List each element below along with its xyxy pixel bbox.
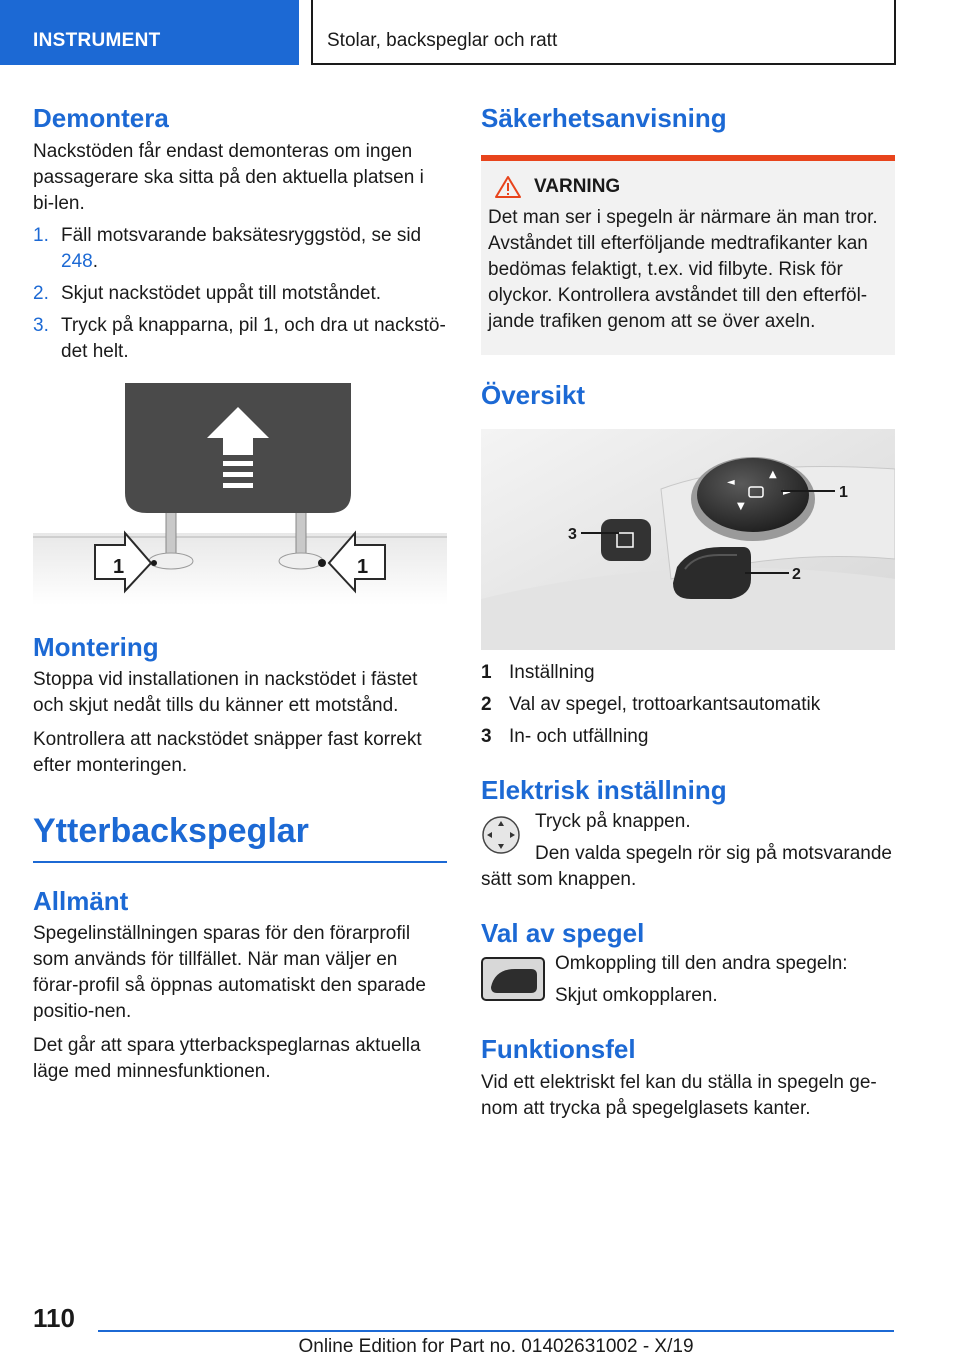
direction-pad-icon: [481, 815, 521, 855]
mirror-switch-icon: [481, 957, 545, 1001]
heading-sakerhetsanvisning: Säkerhetsanvisning: [481, 103, 727, 133]
step-number: 1.: [33, 224, 49, 246]
heading-funktionsfel: Funktionsfel: [481, 1034, 636, 1065]
chapter-tab: [311, 0, 896, 65]
step-number: 2.: [33, 282, 49, 304]
figure-label: 1: [113, 555, 125, 578]
mirror-controls-illustration: [481, 429, 895, 650]
svg-text:►: ►: [783, 487, 791, 499]
step-text: Fäll motsvarande baksätesryggstöd, se sid: [61, 224, 422, 246]
headrest-illustration: [33, 383, 447, 605]
footer-rule: [98, 1330, 894, 1332]
heading-allmant: Allmänt: [33, 885, 129, 916]
funktionsfel-p1: Vid ett elektriskt fel kan du ställa in spegeln ge-nom att trycka på spegelglasets kanter.: [481, 1071, 877, 1119]
legend-key: 3: [481, 726, 492, 748]
figure-label: 1: [357, 555, 369, 578]
montering-p1: Stoppa vid installationen in nackstödet i fästet och skjut nedåt tills du känner ett motstånd.: [33, 669, 418, 717]
step-text: Tryck på knapparna, pil 1, och dra ut nackstö-det helt.: [61, 314, 446, 362]
left-column: [33, 100, 447, 1085]
step-item: [33, 281, 447, 307]
right-column: [481, 100, 895, 1122]
heading-ytterbackspeglar: Ytterbackspeglar: [33, 812, 309, 851]
svg-text:▼: ▼: [737, 501, 745, 513]
val-p1: Omkoppling till den andra spegeln:: [555, 953, 848, 975]
warning-box: [481, 155, 895, 355]
step-text-end: .: [92, 250, 98, 272]
step-number: 3.: [33, 314, 49, 336]
page-link[interactable]: 248: [61, 250, 93, 272]
warning-triangle-icon: [490, 175, 526, 199]
demontera-steps: [33, 223, 447, 365]
section-title: INSTRUMENT: [33, 30, 161, 51]
svg-text:◄: ◄: [727, 477, 735, 489]
mirror-controls-figure: [481, 429, 895, 650]
legend-key: 1: [481, 662, 492, 684]
montering-p2: Kontrollera att nackstödet snäpper fast korrekt efter monteringen.: [33, 729, 422, 777]
step-item: [33, 313, 447, 365]
legend-text: In- och utfällning: [509, 726, 649, 748]
figure-legend: [481, 660, 895, 750]
heading-montering: Montering: [33, 631, 159, 662]
heading-val-av-spegel: Val av spegel: [481, 917, 645, 948]
chapter-title: Stolar, backspeglar och ratt: [327, 30, 558, 51]
elektrisk-p2: Den valda spegeln rör sig på motsvarande sätt som knappen.: [481, 842, 892, 890]
svg-text:▲: ▲: [769, 469, 777, 481]
figure-label: 1: [839, 484, 848, 502]
legend-key: 2: [481, 694, 492, 716]
demontera-intro: Nackstöden får endast demonteras om ingen passagerare ska sitta på den aktuella platsen i bi-len.: [33, 140, 424, 214]
section-tab: [0, 0, 299, 65]
legend-text: Inställning: [509, 662, 595, 684]
warning-label: VARNING: [534, 175, 621, 197]
warning-header: [488, 175, 888, 199]
heading-oversikt: Översikt: [481, 379, 586, 410]
elektrisk-p1: Tryck på knappen.: [535, 810, 691, 832]
figure-label: 3: [568, 526, 577, 544]
heading-elektrisk-installning: Elektrisk inställning: [481, 775, 727, 806]
allmant-p1: Spegelinställningen sparas för den förarprofil som används för tillfället. När man väljer en förar-profil så öppnas automatiskt den sparade positio-nen.: [33, 923, 426, 1023]
elektrisk-block: [481, 809, 895, 893]
heading-demontera: Demontera: [33, 103, 169, 133]
warning-text: Det man ser i spegeln är närmare än man tror. Avståndet till efterföljande medtrafikanter kan bedömas felaktigt, t.ex. vid filbyte. Risk för olyckor. Kontrollera avståndet till den efterföl-jande trafiken genom att se över axeln.: [488, 206, 878, 332]
section-rule: [33, 861, 447, 863]
step-text: Skjut nackstödet uppåt till motståndet.: [61, 282, 382, 304]
page-number: 110: [33, 1303, 75, 1333]
step-item: [33, 223, 447, 275]
headrest-figure: [33, 383, 447, 605]
edition-note: Online Edition for Part no. 01402631002 - X/19: [298, 1336, 694, 1357]
allmant-p2: Det går att spara ytterbackspeglarnas aktuella läge med minnesfunktionen.: [33, 1035, 421, 1083]
val-block: [481, 951, 895, 1009]
val-p2: Skjut omkopplaren.: [555, 985, 718, 1007]
legend-text: Val av spegel, trottoarkantsautomatik: [509, 694, 821, 716]
figure-label: 2: [792, 566, 801, 584]
